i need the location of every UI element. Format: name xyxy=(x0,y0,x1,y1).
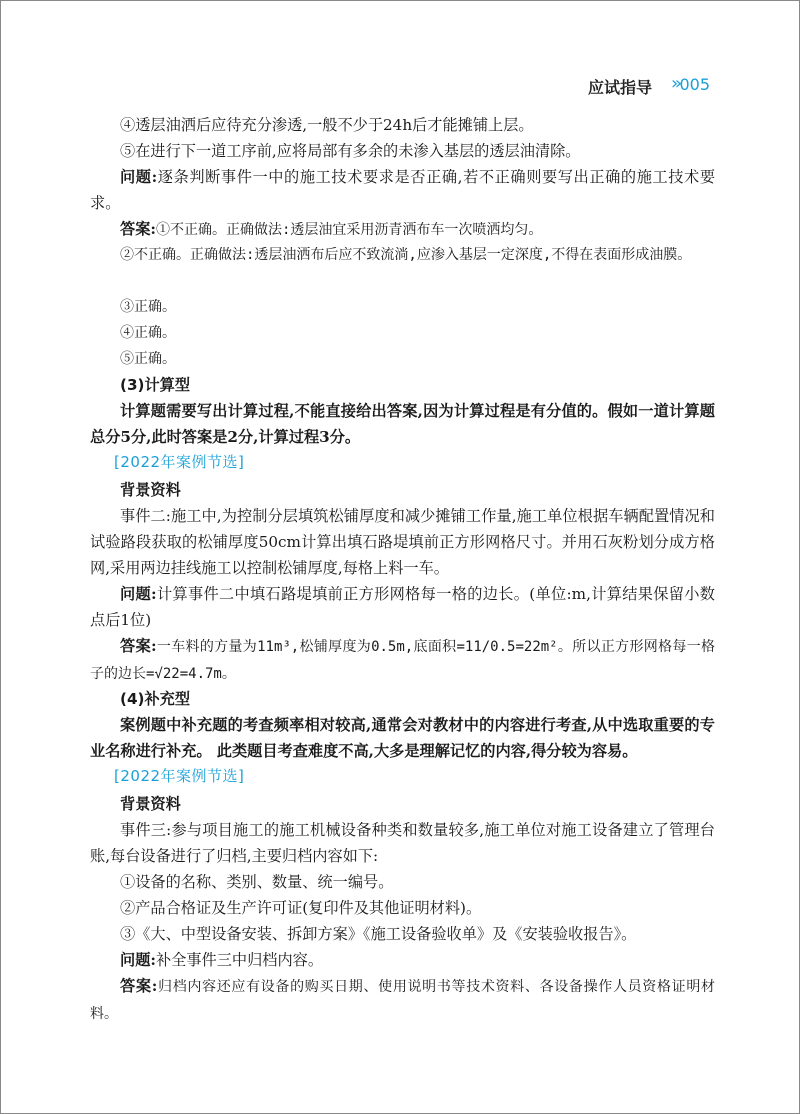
case-tag: [2022年案例节选] xyxy=(114,767,245,785)
list-item: ②产品合格证及生产许可证(复印件及其他证明材料)。 xyxy=(120,899,482,917)
answer-text: ①不正确。正确做法:透层油宜采用沥青洒布车一次喷洒均匀。 xyxy=(155,222,543,238)
answer-line: ④正确。 xyxy=(120,325,176,341)
question-text: 逐条判断事件一中的施工技术要求是否正确,若不正确则要写出正确的施工技术要求。 xyxy=(90,168,716,212)
subheading-supplement: (4)补充型 xyxy=(120,690,191,708)
answer-3 xyxy=(90,973,715,1027)
event-2: 事件二:施工中,为控制分层填筑松铺厚度和减少摊铺工作量,施工单位根据车辆配置情况和试验路段获取的松铺厚度50cm计算出填石路堤填前正方形网格尺寸。并用石灰粉划分成方格网,采用两边挂线施工以控制松铺厚度,每格上料一车。 xyxy=(90,507,715,577)
background-heading: 背景资料 xyxy=(120,481,181,499)
section-title: 应试指导 xyxy=(587,78,652,97)
question-1 xyxy=(90,164,715,216)
list-item: ①设备的名称、类别、数量、统一编号。 xyxy=(120,873,394,891)
calc-description: 计算题需要写出计算过程,不能直接给出答案,因为计算过程是有分值的。假如一道计算题总分5分,此时答案是2分,计算过程3分。 xyxy=(90,402,715,446)
page-number: 005 xyxy=(679,75,710,94)
answer-line: ⑤正确。 xyxy=(120,351,176,367)
answer-1 xyxy=(90,216,715,243)
answer-label: 答案: xyxy=(120,637,157,655)
answer-text: 一车料的方量为11m³,松铺厚度为0.5m,底面积=11/0.5=22m²。所以正方形网格每一格子的边长=√22=4.7m。 xyxy=(90,639,715,682)
question-label: 问题: xyxy=(120,585,157,603)
answer-label: 答案: xyxy=(120,977,158,995)
answer-line: ③正确。 xyxy=(120,299,176,315)
question-text: 计算事件二中填石路堤填前正方形网格每一格的边长。(单位:m,计算结果保留小数点后1位) xyxy=(90,585,715,629)
answer-label: 答案: xyxy=(120,220,156,238)
list-item: ③《大、中型设备安装、拆卸方案》《施工设备验收单》及《安装验收报告》。 xyxy=(120,925,637,943)
subheading-calc: (3)计算型 xyxy=(120,376,191,394)
text-line: ④透层油洒后应待充分渗透,一般不少于24h后才能摊铺上层。 xyxy=(120,116,534,134)
answer-line: ②不正确。正确做法:透层油洒布后应不致流淌,应渗入基层一定深度,不得在表面形成油膜。 xyxy=(120,247,692,263)
case-tag: [2022年案例节选] xyxy=(114,453,245,471)
question-3 xyxy=(90,947,715,973)
answer-2 xyxy=(90,633,715,687)
question-2 xyxy=(90,581,715,633)
page-header xyxy=(0,74,800,96)
question-label: 问题: xyxy=(120,168,158,186)
supplement-description: 案例题中补充题的考查频率相对较高,通常会对教材中的内容进行考查,从中选取重要的专业名称进行补充。 此类题目考查难度不高,大多是理解记忆的内容,得分较为容易。 xyxy=(90,716,715,760)
question-text: 补全事件三中归档内容。 xyxy=(155,951,324,969)
question-label: 问题: xyxy=(120,951,156,969)
background-heading: 背景资料 xyxy=(120,795,181,813)
double-chevron-icon: » xyxy=(670,73,679,94)
answer-text: 归档内容还应有设备的购买日期、使用说明书等技术资料、各设备操作人员资格证明材料。 xyxy=(90,979,716,1022)
text-line: ⑤在进行下一道工序前,应将局部有多余的未渗入基层的透层油清除。 xyxy=(120,142,581,160)
event-3: 事件三:参与项目施工的施工机械设备种类和数量较多,施工单位对施工设备建立了管理台账,每台设备进行了归档,主要归档内容如下: xyxy=(90,821,715,865)
